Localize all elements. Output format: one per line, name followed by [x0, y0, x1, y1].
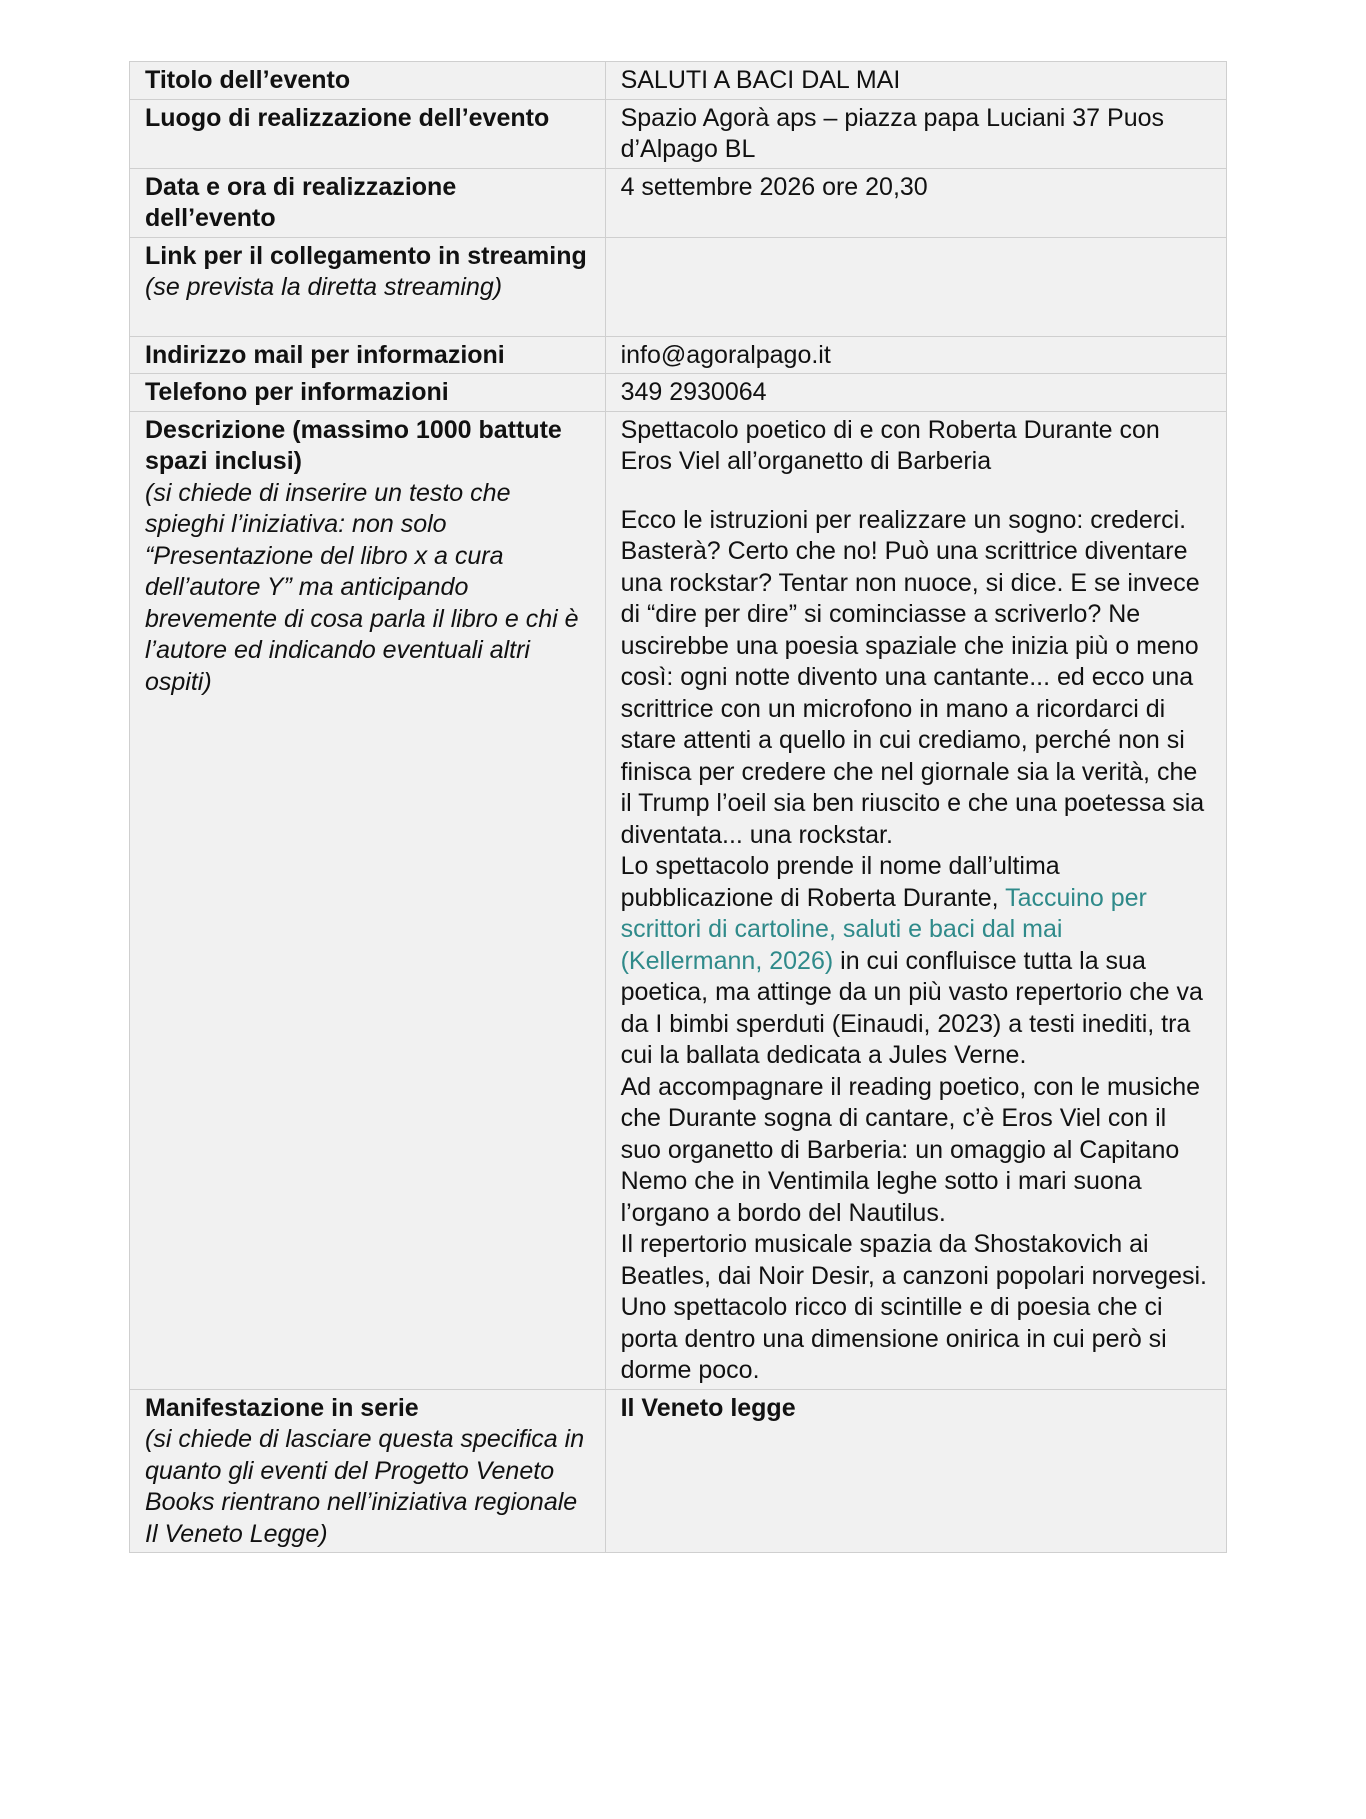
value-cell — [605, 99, 1226, 168]
phone-value: 349 2930064 — [620, 378, 767, 406]
series-hint: (si chiede di lasciare questa specifica in quanto gli eventi del Progetto Veneto Books rientrano nell’iniziativa regionale Il Veneto Legge) — [145, 1425, 585, 1548]
description-paragraph — [621, 851, 1211, 1072]
email-label: Indirizzo mail per informazioni — [145, 340, 505, 369]
description-paragraph: Uno spettacolo ricco di scintille e di poesia che ci porta dentro una dimensione onirica in cui però si dorme poco. — [620, 1293, 1167, 1384]
title-value: SALUTI A BACI DAL MAI — [620, 66, 901, 94]
description-paragraph: Ecco le istruzioni per realizzare un sogno: crederci. Basterà? Certo che no! Può una scrittrice diventare una rockstar? Tentar non nuoce, si dice. E se invece di “dire per dire” si cominciasse a scriverlo? Ne uscirebbe una poesia spaziale che inizia più o meno così: ogni notte divento una cantante... ed ecco una scrittrice con un microfono in mano a ricordarci di stare attenti a quello in cui crediamo, perché non si finisca per credere che nel giornale sia la verità, che il Trump l’oeil sia ben riuscito e che una poetessa sia diventata... una rockstar. — [620, 505, 1205, 849]
description-value-cell — [605, 411, 1226, 1389]
description-label: Descrizione (massimo 1000 battute spazi inclusi) — [145, 415, 562, 475]
table-row-streaming — [130, 237, 1227, 336]
value-cell — [605, 62, 1226, 100]
table-row-date — [130, 168, 1227, 237]
streaming-label: Link per il collegamento in streaming — [145, 241, 587, 270]
value-cell — [605, 374, 1226, 412]
description-paragraph: Ad accompagnare il reading poetico, con le musiche che Durante sogna di cantare, c’è Eros Viel con il suo organetto di Barberia: un omaggio al Capitano Nemo che in Ventimila leghe sotto i mari suona l’organo a bordo del Nautilus. — [620, 1072, 1201, 1227]
table-row-series — [130, 1389, 1227, 1553]
place-label: Luogo di realizzazione dell’evento — [145, 103, 550, 132]
label-cell — [130, 168, 606, 237]
event-form-table — [129, 61, 1227, 1553]
label-cell — [130, 1389, 606, 1553]
label-cell — [130, 99, 606, 168]
description-hint: (si chiede di inserire un testo che spieghi l’iniziativa: non solo “Presentazione del libro x a cura dell’autore Y” ma anticipando brevemente di cosa parla il libro e chi è l’autore ed indicando eventuali altri ospiti) — [145, 478, 579, 696]
value-cell — [605, 1389, 1226, 1553]
series-label: Manifestazione in serie — [145, 1393, 419, 1422]
label-cell — [130, 336, 606, 374]
streaming-hint: (se prevista la diretta streaming) — [145, 273, 503, 301]
book-title-link[interactable]: Taccuino per scrittori di cartoline, saluti e baci dal mai (Kellermann, 2026) — [620, 883, 1147, 975]
date-label: Data e ora di realizzazione dell’evento — [145, 172, 457, 232]
date-value: 4 settembre 2026 ore 20,30 — [620, 172, 928, 201]
title-label: Titolo dell’evento — [145, 66, 351, 94]
table-row-email — [130, 336, 1227, 374]
place-value: Spazio Agorà aps – piazza papa Luciani 37 Puos d’Alpago BL — [620, 103, 1165, 163]
email-value: info@agoralpago.it — [620, 340, 831, 369]
label-cell — [130, 411, 606, 1389]
description-intro: Spettacolo poetico di e con Roberta Durante con Eros Viel all’organetto di Barberia — [620, 415, 1160, 475]
label-cell — [130, 374, 606, 412]
table-row-phone — [130, 374, 1227, 412]
table-row-description — [130, 411, 1227, 1389]
description-paragraph: Il repertorio musicale spazia da Shostakovich ai Beatles, dai Noir Desir, a canzoni popolari norvegesi. — [620, 1230, 1207, 1290]
table-row-place — [130, 99, 1227, 168]
table-row-title — [130, 62, 1227, 100]
description-text: in cui confluisce tutta la sua poetica, ma attinge da un più vasto repertorio che va da I bimbi sperduti (Einaudi, 2023) a testi inediti, tra cui la ballata dedicata a Jules Verne. — [620, 946, 1203, 1069]
value-cell — [605, 237, 1226, 336]
value-cell — [605, 168, 1226, 237]
phone-label: Telefono per informazioni — [145, 378, 449, 406]
value-cell — [605, 336, 1226, 374]
label-cell — [130, 62, 606, 100]
series-value: Il Veneto legge — [620, 1393, 796, 1422]
label-cell — [130, 237, 606, 336]
description-text: Lo spettacolo prende il nome dall’ultima pubblicazione di Roberta Durante, — [620, 852, 1060, 912]
